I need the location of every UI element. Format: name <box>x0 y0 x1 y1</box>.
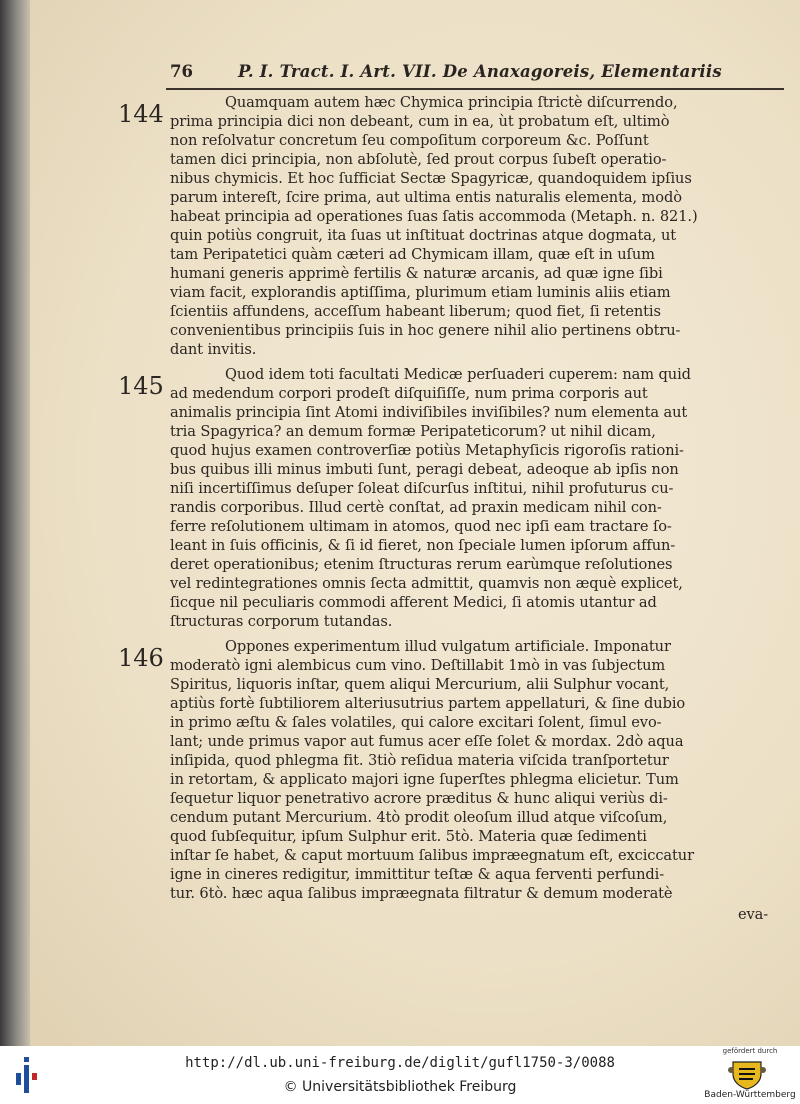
text-line: quin potiùs congruit, ita ſuas ut inſtituat doctrinas atque dogmata, ut <box>170 227 677 244</box>
sponsor-name: Baden-Württemberg <box>704 1090 796 1100</box>
page-number: 76 <box>170 62 193 81</box>
text-line: animalis principia ſint Atomi indiviſibiles inviſibiles? num elementa aut <box>170 404 688 421</box>
text-line: lant; unde primus vapor aut fumus acer eſſe ſolet & mordax. 2dò aqua <box>170 733 684 750</box>
running-header <box>170 62 790 88</box>
text-line: ad medendum corpori prodeſt diſquiſiſſe, num prima corporis aut <box>170 385 648 402</box>
text-line: moderatò igni alembicus cum vino. Deſtillabit 1mò in vas ſubjectum <box>170 657 666 674</box>
margin-number: 146 <box>118 644 164 672</box>
text-line: tria Spagyrica? an demum formæ Peripateticorum? ut nihil dicam, <box>170 423 656 440</box>
margin-number: 145 <box>118 372 164 400</box>
text-line: non reſolvatur concretum ſeu compoſitum corporeum &c. Poſſunt <box>170 132 649 149</box>
text-line: ferre reſolutionem ultimam in atomos, quod nec ipſi eam tractare ſo- <box>170 518 672 535</box>
text-line: quod hujus examen controverſiæ potiùs Metaphyſicis rigoroſis rationi- <box>170 442 684 459</box>
text-line: aptiùs fortè ſubtiliorem alteriusutrius partem appellaturi, & ſine dubio <box>170 695 686 712</box>
text-line: humani generis apprimè fertilis & naturæ arcanis, ad quæ igne ſibi <box>170 265 663 282</box>
text-line: prima principia dici non debeant, cum in ea, ùt probatum eſt, ultimò <box>170 113 670 130</box>
text-line: nibus chymicis. Et hoc ſufficiat Sectæ Spagyricæ, quandoquidem ipſius <box>170 170 692 187</box>
text-line: niſi incertiſſimus deſuper ſoleat diſcurſus inſtitui, nihil profuturus cu- <box>170 480 674 497</box>
text-line: ſcientiis affundens, acceſſum habeant liberum; quod fiet, ſi retentis <box>170 303 661 320</box>
text-line: Oppones experimentum illud vulgatum artificiale. Imponatur <box>225 638 671 655</box>
text-line: tur. 6tò. hæc aqua ſalibus impræegnata filtratur & demum moderatè <box>170 885 673 902</box>
copyright-notice: © Universitätsbibliothek Freiburg <box>283 1079 517 1095</box>
text-line: in retortam, & applicato majori igne ſuperſtes phlegma elicietur. Tum <box>170 771 679 788</box>
text-line: Quod idem toti facultati Medicæ perſuaderi cuperem: nam quid <box>225 366 691 383</box>
text-line: leant in ſuis officinis, & ſi id fieret, non ſpeciale lumen ipſorum affun- <box>170 537 676 554</box>
text-line: deret operationibus; etenim ſtructuras rerum earùmque reſolutiones <box>170 556 673 573</box>
sponsor-label: gefördert durch <box>722 1047 778 1055</box>
book-gutter <box>0 0 30 1046</box>
text-line: inſtar ſe habet, & caput mortuum ſalibus impræegnatum eſt, exciccatur <box>170 847 694 864</box>
text-line: in primo æſtu & ſales volatiles, qui calore excitari ſolent, ſimul evo- <box>170 714 662 731</box>
text-line: vel redintegrationes omnis ſecta admittit, quamvis non æquè explicet, <box>170 575 683 592</box>
permalink-url[interactable]: http://dl.ub.uni-freiburg.de/diglit/gufl1750-3/0088 <box>185 1055 615 1071</box>
text-line: ſequetur liquor penetrativo acrore præditus & hunc aliqui veriùs di- <box>170 790 668 807</box>
margin-number: 144 <box>118 100 164 128</box>
text-line: habeat principia ad operationes ſuas ſatis accommoda (Metaph. n. 821.) <box>170 208 698 225</box>
text-line: viam facit, explorandis aptiſſima, plurimum etiam luminis aliis etiam <box>170 284 671 301</box>
text-line: bus quibus illi minus imbuti ſunt, peragi debeat, adeoque ab ipſis non <box>170 461 679 478</box>
text-line: tamen dici principia, non abſolutè, ſed prout corpus ſubeſt operatio- <box>170 151 667 168</box>
text-line: Spiritus, liquoris inſtar, quem aliqui Mercurium, alii Sulphur vocant, <box>170 676 670 693</box>
catchword: eva- <box>738 906 769 923</box>
text-line: cendum putant Mercurium. 4tò prodit oleoſum illud atque viſcoſum, <box>170 809 668 826</box>
baden-wuerttemberg-crest-icon <box>727 1058 767 1090</box>
text-line: quod ſubſequitur, ipſum Sulphur erit. 5tò. Materia quæ ſedimenti <box>170 828 647 845</box>
text-line: randis corporibus. Illud certè conſtat, ad praxin medicam nihil con- <box>170 499 662 516</box>
running-title: P. I. Tract. I. Art. VII. De Anaxagoreis, Elementariis <box>238 62 722 81</box>
text-line: inſipida, quod phlegma fit. 3tiò reſidua materia viſcida tranſportetur <box>170 752 669 769</box>
text-line: igne in cineres redigitur, immittitur teſtæ & aqua ferventi perfundi- <box>170 866 665 883</box>
text-line: ſicque nil peculiaris commodi afferent Medici, ſi atomis utantur ad <box>170 594 657 611</box>
header-rule <box>166 88 784 90</box>
text-line: dant invitis. <box>170 341 257 358</box>
text-line: tam Peripatetici quàm cæteri ad Chymicam illam, quæ eſt in uſum <box>170 246 655 263</box>
text-line: parum intereſt, ſcire prima, aut ultima entis naturalis elementa, modò <box>170 189 682 206</box>
text-line: ſtructuras corporum tutandas. <box>170 613 393 630</box>
text-line: Quamquam autem hæc Chymica principia ſtrictè diſcurrendo, <box>225 94 678 111</box>
text-line: convenientibus principiis ſuis in hoc genere nihil alio pertinens obtru- <box>170 322 681 339</box>
